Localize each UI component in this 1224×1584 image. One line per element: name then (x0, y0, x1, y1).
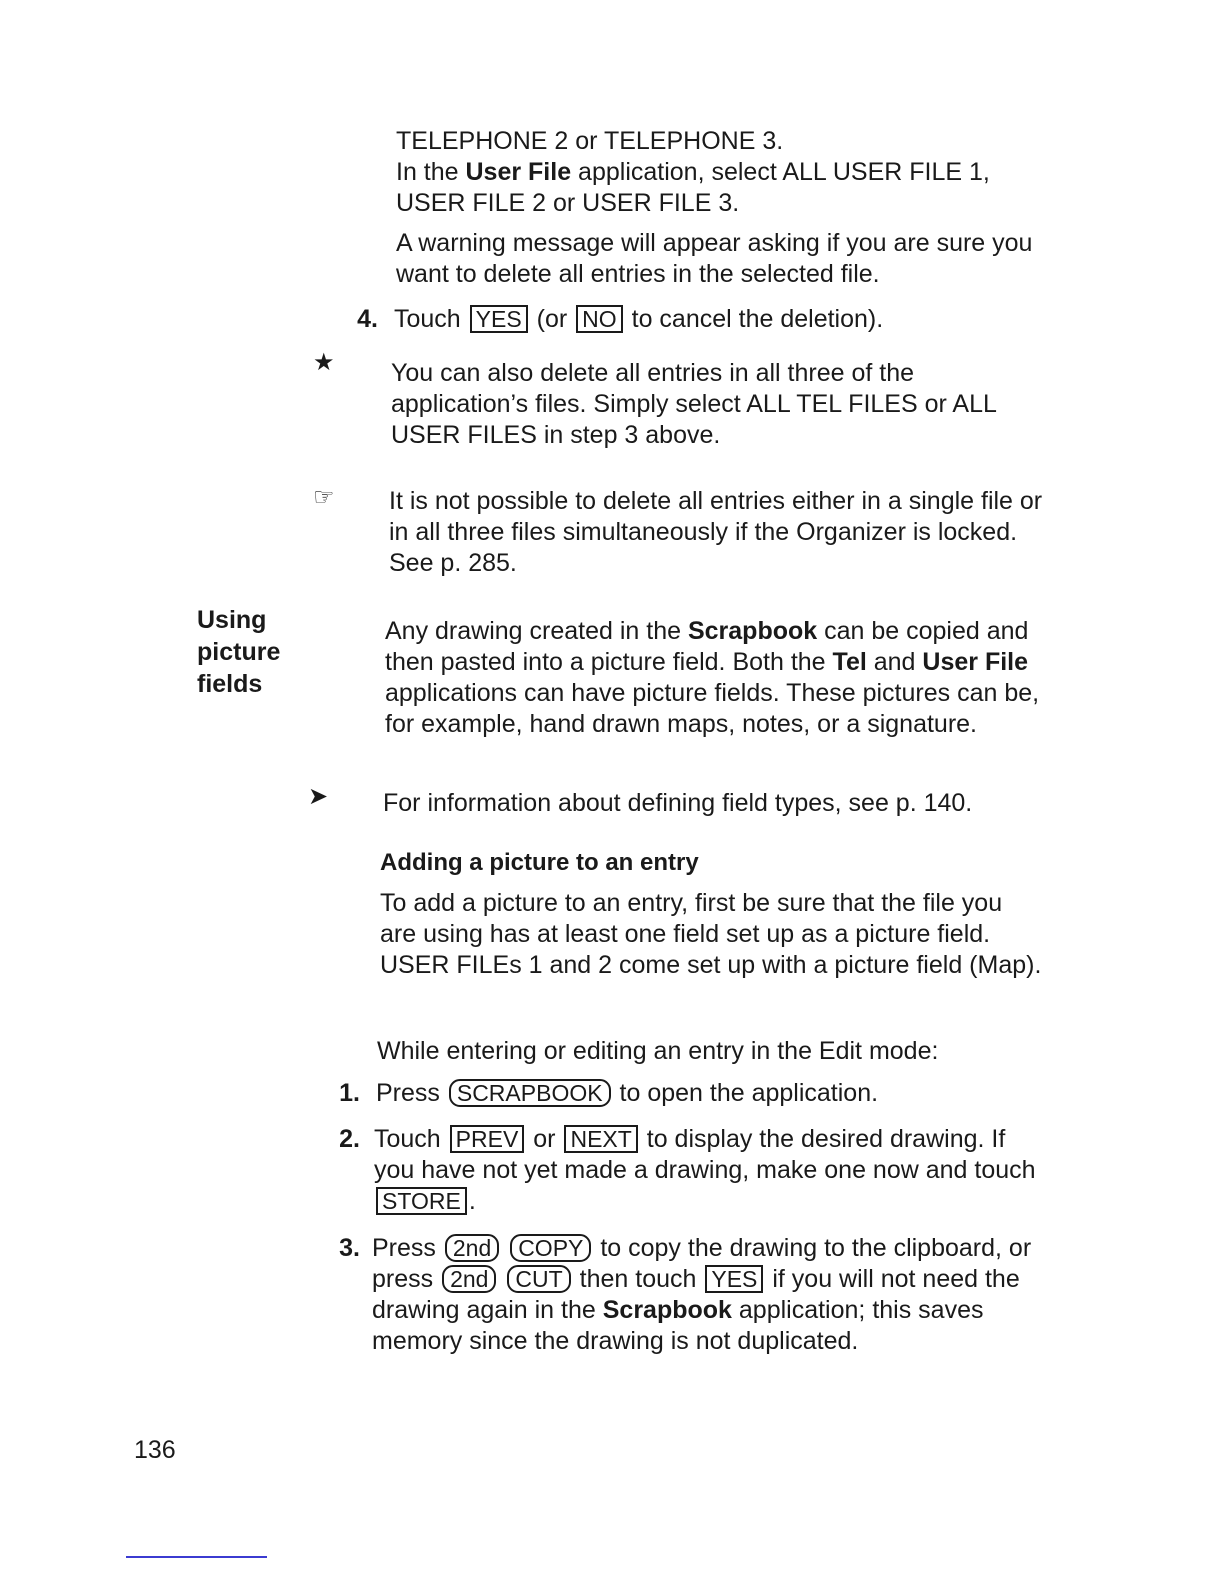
footer-rule (126, 1556, 267, 1558)
store-key: STORE (376, 1187, 467, 1215)
intro-line-3: USER FILE 2 or USER FILE 3. (396, 189, 740, 217)
scrapbook-key: SCRAPBOOK (449, 1079, 611, 1107)
step-2-text: Touch PREV or NEXT to display the desired drawing. If you have not yet made a drawing, make one now and touch STORE . (374, 1125, 1036, 1215)
step-4-text: Touch YES (or NO to cancel the deletion). (394, 305, 884, 333)
lock-paragraph: It is not possible to delete all entries either in a single file or in all three files simultaneously if the Organizer is locked. See p. 285. (389, 487, 1043, 577)
subsection-paragraph-2: While entering or editing an entry in the Edit mode: (377, 1037, 939, 1065)
prev-key: PREV (450, 1125, 525, 1153)
intro-line-1: TELEPHONE 2 or TELEPHONE 3. (396, 127, 784, 155)
intro-line-2: In the User File application, select ALL USER FILE 1, (396, 158, 990, 186)
pointing-hand-icon: ☞ (313, 483, 335, 511)
arrow-reference-icon: ➤ (308, 782, 329, 810)
next-key: NEXT (564, 1125, 637, 1153)
step-1-number: 1. (339, 1079, 360, 1107)
yes-key: YES (470, 305, 528, 333)
step-1-text: Press SCRAPBOOK to open the application. (376, 1079, 879, 1107)
page-number: 136 (134, 1436, 176, 1464)
intro-block (396, 126, 1076, 219)
picture-fields-intro: Any drawing created in the Scrapbook can be copied and then pasted into a picture field. Both the Tel and User File applications can have picture fields. These pictures can be, for example, hand drawn maps, notes, or a signature. (385, 617, 1040, 738)
side-heading (197, 604, 280, 700)
copy-key: COPY (510, 1234, 591, 1262)
warning-paragraph: A warning message will appear asking if you are sure you want to delete all entries in the selected file. (396, 229, 1033, 288)
side-heading-line-3: fields (197, 670, 263, 698)
star-note-icon: ★ (313, 348, 335, 376)
step-3-text: Press 2nd COPY to copy the drawing to the clipboard, or press 2nd CUT then touch YES if you will not need the drawing again in the Scrapbook application; this saves memory since the drawing is not duplicated. (372, 1234, 1032, 1355)
subsection-paragraph-1: To add a picture to an entry, first be sure that the file you are using has at least one field set up as a picture field. USER FILEs 1 and 2 come set up with a picture field (Map). (380, 889, 1042, 979)
side-heading-line-2: picture (197, 638, 281, 666)
side-heading-line-1: Using (197, 606, 267, 634)
subsection-title: Adding a picture to an entry (380, 849, 699, 876)
step-4-number: 4. (357, 305, 378, 333)
second-key: 2nd (445, 1234, 499, 1262)
no-key: NO (576, 305, 623, 333)
tip-paragraph: You can also delete all entries in all three of the application’s files. Simply select ALL TEL FILES or ALL USER FILES in step 3 above. (391, 359, 996, 449)
step-2-number: 2. (339, 1125, 360, 1153)
cross-reference: For information about defining field types, see p. 140. (383, 789, 973, 817)
second-key-2: 2nd (442, 1265, 496, 1293)
step-3-number: 3. (339, 1234, 360, 1262)
cut-key: CUT (507, 1265, 570, 1293)
yes-key-2: YES (705, 1265, 763, 1293)
